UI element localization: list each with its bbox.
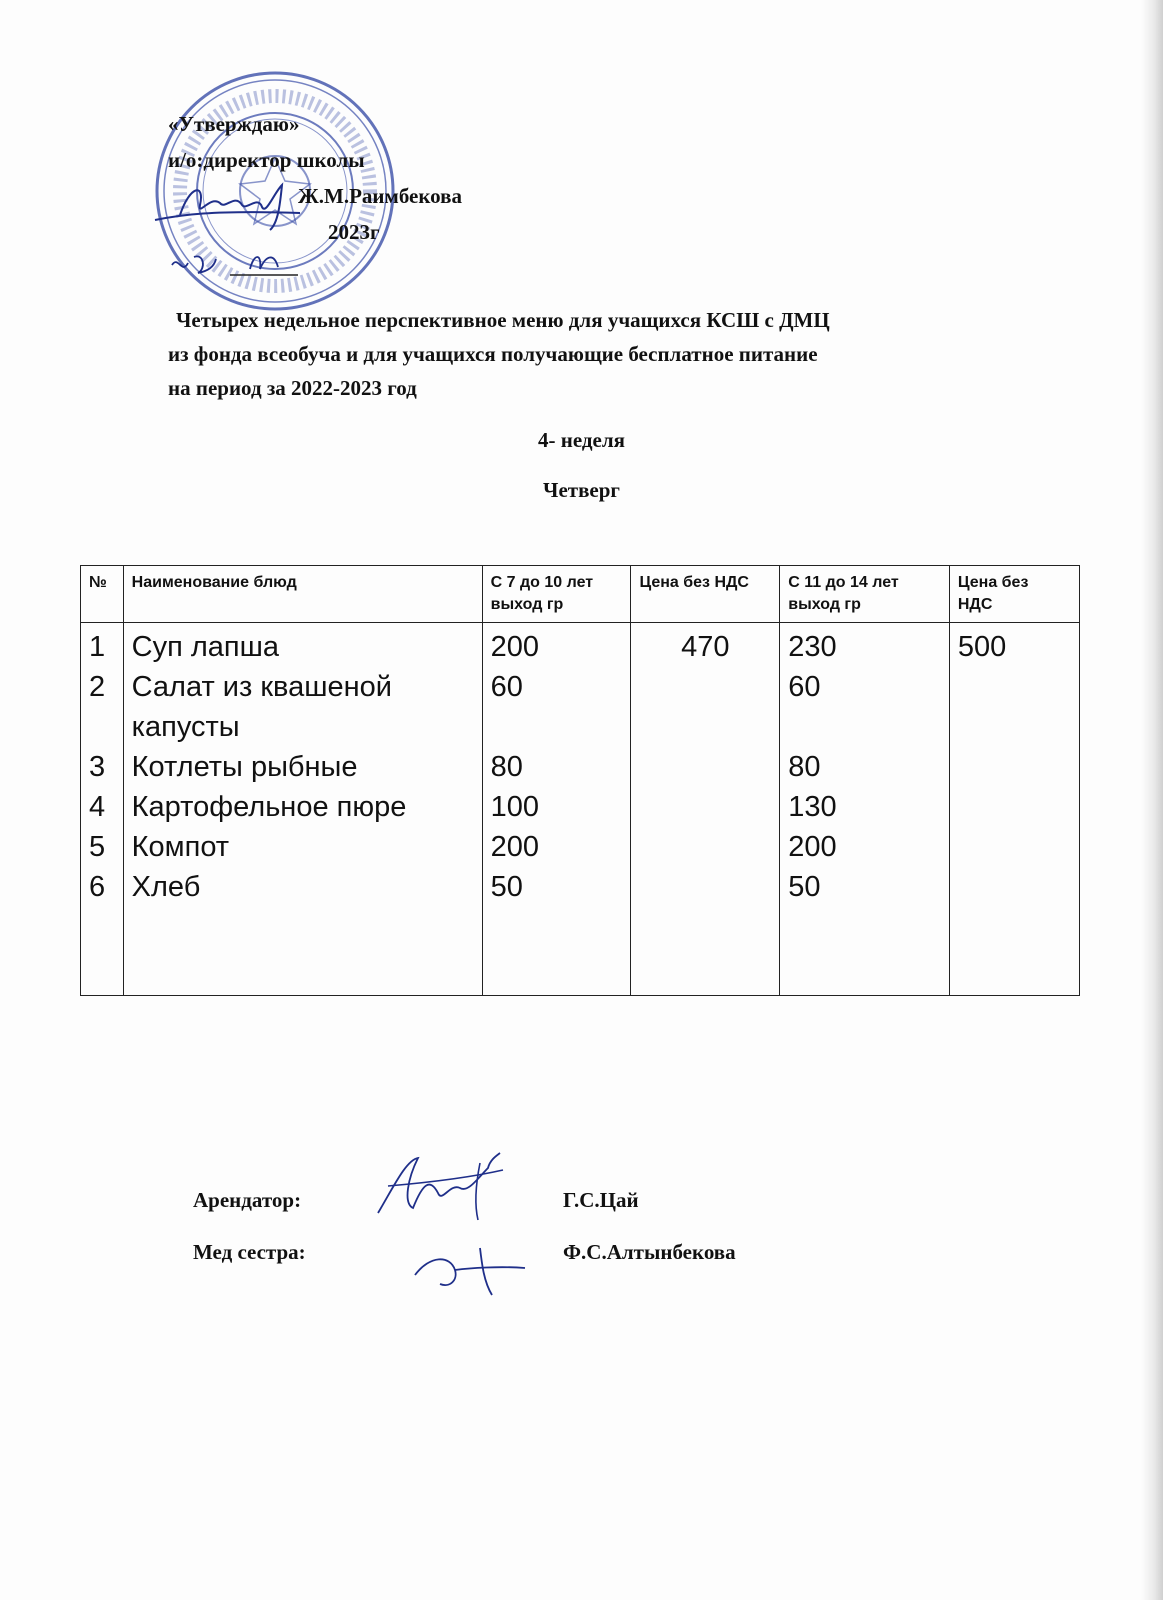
portion-value: 200 [788,831,837,863]
row-num: 4 [89,791,106,823]
header-age-11-14: С 11 до 14 лет выход гр [780,566,950,623]
row-num: 3 [89,751,106,783]
approval-heading: «Утверждаю» [168,112,300,136]
approval-position: и/о:директор школы [168,148,365,172]
portion-value: 230 [788,631,837,663]
table-header-row [81,566,1080,623]
page-edge-shadow [1141,0,1163,1600]
tenant-label: Арендатор: [193,1188,302,1212]
row-num: 2 [89,671,106,703]
title-line-1: Четырех недельное перспективное меню для учащихся КСШ с ДМЦ [176,308,830,332]
header-name: Наименование блюд [123,566,482,623]
title-line-2: из фонда всеобуча и для учащихся получающие бесплатное питание [168,342,818,366]
header-age-7-10: С 7 до 10 лет выход гр [482,566,631,623]
week-label: 4- неделя [538,428,625,452]
dish-name: Хлеб [131,871,201,903]
header-price-1: Цена без НДС [631,566,780,623]
portion-value: 130 [788,791,837,823]
tenant-name: Г.С.Цай [563,1188,639,1212]
dish-name: Компот [131,831,230,863]
approval-name: Ж.М.Раимбекова [298,184,463,208]
document-title [168,303,1048,405]
portion-value: 60 [788,671,821,703]
nurse-label: Мед сестра: [193,1240,306,1264]
tenant-signature [368,1148,508,1228]
portion-value: 200 [490,631,540,663]
portion-value: 60 [490,671,523,703]
header-price-2: Цена без НДС [949,566,1079,623]
row-num: 1 [89,631,106,663]
price-value-1: 470 [681,631,730,663]
approval-date: 2023г [328,220,380,244]
portion-value: 200 [490,831,540,863]
dish-name: Картофельное пюре [131,791,407,823]
dish-name-cont: капусты [131,711,240,743]
price-value-2: 500 [957,631,1007,663]
director-signature [150,175,310,235]
portion-value: 50 [490,871,523,903]
portion-value: 80 [490,751,523,783]
date-handwritten [170,245,300,280]
num-column [81,623,124,996]
row-num: 5 [89,831,106,863]
menu-table [80,565,1080,996]
price-1-column [631,623,780,996]
dish-name: Салат из квашеной [131,671,392,703]
nurse-signature [410,1240,530,1300]
title-line-3: на период за 2022-2023 год [168,376,417,400]
dish-name: Котлеты рыбные [131,751,358,783]
header-num: № [81,566,124,623]
age-7-10-column [482,623,631,996]
name-column [123,623,482,996]
price-2-column [949,623,1079,996]
portion-value: 80 [788,751,821,783]
row-num: 6 [89,871,106,903]
portion-value: 50 [788,871,821,903]
day-label: Четверг [543,478,620,502]
age-11-14-column [780,623,950,996]
nurse-name: Ф.С.Алтынбекова [563,1240,736,1264]
portion-value: 100 [490,791,540,823]
table-body-row [81,623,1080,996]
dish-name: Суп лапша [131,631,280,663]
